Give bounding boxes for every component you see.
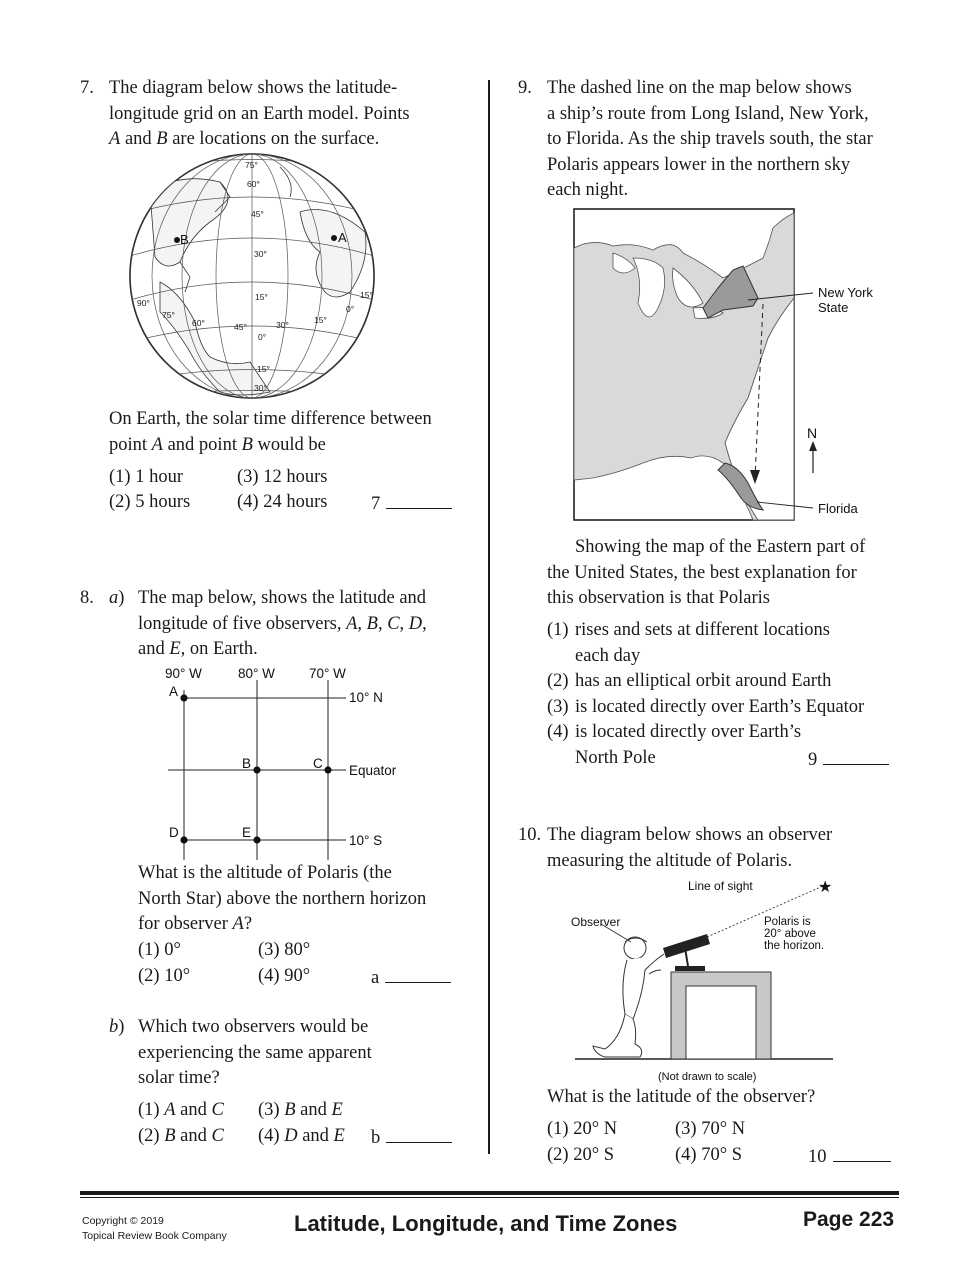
q8-il3-e: E [169,639,181,659]
q9-choice-2[interactable] [547,669,832,695]
q9-intro-line3: to Florida. As the ship travels south, the star [547,129,873,149]
q7-q-mid: and point [162,434,242,455]
footer-copyright-line1: Copyright © 2019 [82,1215,164,1227]
q8-il2-b: B [366,613,378,634]
q7-var-a: A [109,129,121,149]
q8a-l3-pre: for observer [138,914,233,934]
lat-lon-grid [160,660,420,862]
q8-intro-line3 [138,637,427,663]
grid-point-e-label: E [242,825,252,840]
q8b-c2-x: B [164,1126,176,1146]
q7-choice-2[interactable]: (2) 5 hours [109,492,191,512]
map-label-new-york-1: New York [818,285,873,300]
q8-b-letter: b [109,1017,119,1037]
grid-lat-10s: 10° S [349,833,383,848]
globe-lat-15: 15° [255,292,268,302]
polaris-star-icon: ★ [818,879,833,896]
q7-intro-tail: are locations on the surface. [167,129,380,149]
q7-answer[interactable] [371,490,452,518]
q8a-l3-obs: A [232,914,244,934]
q10-number: 10. [518,825,542,845]
q8a-line2: North Star) above the northern horizon [138,888,427,909]
q9-c4-line1: is located directly over Earth’s [575,722,802,742]
q8b-answer[interactable] [371,1124,452,1152]
globe-lon-75: 75° [162,310,175,320]
q8b-c1-num: (1) [138,1100,165,1120]
q8-number: 8. [80,588,94,608]
q7-intro-line1: The diagram below shows the latitude- [109,78,398,98]
map-label-new-york-2: State [818,300,849,315]
q9-c3-num: (3) [547,697,569,717]
q7-choice-3[interactable]: (3) 12 hours [237,467,328,487]
polaris-note-line2: 20° above [764,928,816,940]
q8-il2-0: longitude of five observers, [138,613,347,634]
q9-c3-line1: is located directly over Earth’s Equator [575,697,865,717]
q8-part-b-label: b) [109,1017,125,1037]
grid-point-c-label: C [313,756,323,771]
q9-c2-line1: has an elliptical orbit around Earth [575,671,832,691]
grid-lon-90w: 90° W [165,666,202,681]
q8b-c4-y: E [333,1126,345,1146]
q8b-answer-label: b [371,1128,381,1148]
q10-intro-line1: The diagram below shows an observer [547,825,833,845]
globe-label-a: A [338,230,347,245]
globe-lon-45: 45° [234,322,247,332]
q8-il2-c1: , [357,613,367,634]
globe-lon-15w: 15° [314,315,327,325]
observer-label: Observer [571,915,621,929]
q8-il2-c3: , [399,613,409,634]
globe-lat-30: 30° [254,249,267,259]
q8-il2-c: C [387,613,400,634]
q7-choice-1[interactable]: (1) 1 hour [109,467,183,487]
q8b-line2: experiencing the same apparent [138,1042,372,1063]
q8-il2-a: A [346,613,358,634]
q8-il2-c4: , [422,613,427,634]
q8b-choice-1[interactable] [138,1098,224,1124]
q10-answer-label: 10 [808,1147,827,1167]
footer-rule-thin [80,1197,899,1198]
globe-lat-60: 60° [247,179,260,189]
q8b-c3-y: E [331,1100,343,1120]
q8a-line1: What is the altitude of Polaris (the [138,863,392,883]
footer-copyright-line2: Topical Review Book Company [82,1230,227,1242]
globe-lon-30: 30° [276,320,289,330]
globe-lat-45: 45° [251,209,264,219]
globe-lat-30s: 30° [254,383,267,393]
q8b-choice-4[interactable] [258,1124,345,1150]
q10-choice-2[interactable]: (2) 20° S [547,1145,615,1165]
east-us-map [573,208,873,522]
q8b-c1-and: and [175,1100,212,1120]
q8a-answer[interactable] [371,964,451,992]
q9-intro-line2: a ship’s route from Long Island, New York, [547,103,869,124]
q8b-answer-blank[interactable] [386,1124,452,1143]
polaris-note-line3: the horizon. [764,940,825,952]
map-label-florida: Florida [818,501,858,516]
q7-intro-line3 [109,127,410,153]
q8-il2-c2: , [377,613,388,634]
q10-choice-4[interactable]: (4) 70° S [675,1145,743,1165]
q8a-choice-1[interactable]: (1) 0° [138,940,181,960]
q9-intro-line4: Polaris appears lower in the northern sky [547,154,851,175]
q8a-choice-4[interactable]: (4) 90° [258,966,311,986]
q8-intro-line1: The map below, shows the latitude and [138,588,427,608]
q8b-c3-num: (3) [258,1100,285,1120]
q9-c2-num: (2) [547,671,569,691]
grid-point-a [180,694,187,701]
globe-equator-0: 0° [258,332,267,342]
observer-diagram [565,874,845,1086]
globe-lon-15e: 15° [360,290,373,300]
q8b-c3-and: and [295,1100,332,1120]
q8-il3-0: and [138,639,170,659]
q10-answer-blank[interactable] [833,1143,891,1162]
q8-il3-tail: , on Earth. [180,639,258,659]
q8b-c2-and: and [175,1126,212,1146]
grid-lon-70w: 70° W [309,666,346,681]
q9-c1-line2: each day [575,646,641,666]
q8-intro-line2 [138,612,427,638]
q9-question-line2: the United States, the best explanation for [547,562,857,583]
q7-intro [109,76,410,153]
globe-lon-90: 90° [137,298,150,308]
q7-question-line1: On Earth, the solar time difference between [109,409,432,429]
globe-lon-60: 60° [192,318,205,328]
q9-c1-num: (1) [547,620,569,640]
column-divider [488,80,490,1154]
grid-lat-equator: Equator [349,763,397,778]
grid-lat-10n: 10° N [349,690,383,705]
q8-a-letter: a [109,588,119,608]
q7-var-b: B [156,129,168,149]
globe-lat-15s: 15° [257,364,270,374]
grid-point-d-label: D [169,825,179,840]
q9-choice-4[interactable] [547,720,802,768]
q8a-question [138,861,426,938]
q7-answer-blank[interactable] [386,490,452,509]
globe-label-b: B [180,232,189,247]
grid-point-a-label: A [169,684,179,699]
grid-point-e [253,836,260,843]
footer-copyright [82,1214,227,1244]
q8a-answer-label: a [371,968,380,988]
globe-diagram [120,152,384,402]
q10-intro-line2: measuring the altitude of Polaris. [547,850,793,871]
q9-answer-label: 9 [808,750,818,770]
q8b-c4-and: and [297,1126,334,1146]
q8b-line1: Which two observers would be [138,1017,369,1037]
line-of-sight-label: Line of sight [688,879,753,893]
q9-choice-1[interactable] [547,618,830,666]
grid-point-d [180,836,187,843]
q7-answer-label: 7 [371,494,381,514]
q8b-c4-x: D [284,1126,298,1146]
q8b-c4-num: (4) [258,1126,285,1146]
q9-number: 9. [518,78,532,98]
grid-point-b [253,766,260,773]
q7-intro-line2: longitude grid on an Earth model. Points [109,103,410,124]
scale-note: (Not drawn to scale) [658,1071,757,1083]
grid-point-c [324,766,331,773]
q8b-line3: solar time? [138,1068,220,1088]
footer-title: Latitude, Longitude, and Time Zones [294,1211,678,1236]
q9-question [547,535,865,612]
q9-intro [547,76,873,204]
globe-point-a [331,235,337,241]
q7-q-pre: point [109,434,152,455]
q10-choice-3[interactable]: (3) 70° N [675,1119,746,1139]
q9-choice-3[interactable] [547,695,865,721]
q9-intro-line5: each night. [547,180,629,200]
q7-q-b: B [241,434,253,455]
grid-lon-80w: 80° W [238,666,275,681]
q10-choice-1[interactable]: (1) 20° N [547,1119,618,1139]
footer-page-number: Page 223 [803,1208,895,1231]
q9-answer[interactable] [808,746,889,774]
q10-question: What is the latitude of the observer? [547,1087,816,1107]
q7-question [109,407,432,458]
q9-question-line1: Showing the map of the Eastern part of [575,537,866,557]
q9-question-line3: this observation is that Polaris [547,588,771,608]
q8-il2-d: D [408,613,423,634]
q8b-choice-3[interactable] [258,1098,343,1124]
q7-q-a: A [151,434,163,455]
map-north-label: N [807,425,818,441]
q8a-choice-3[interactable]: (3) 80° [258,940,311,960]
footer-rule-thick [80,1191,899,1195]
q8b-c2-num: (2) [138,1126,165,1146]
q7-choice-4[interactable]: (4) 24 hours [237,492,328,512]
q8b-c2-y: C [211,1126,224,1146]
globe-lat-75: 75° [245,160,258,170]
q9-c4-num: (4) [547,722,569,742]
q8b-c1-y: C [211,1100,224,1120]
q10-intro [547,823,832,874]
globe-lon-0: 0° [346,304,355,314]
q9-answer-blank[interactable] [823,746,889,765]
grid-point-b-label: B [242,756,252,771]
q7-number: 7. [80,78,94,98]
q9-c1-line1: rises and sets at different locations [575,620,830,640]
q7-q-post: would be [252,434,326,455]
q7-question-line2 [109,433,432,459]
q8a-answer-blank[interactable] [385,964,451,983]
q8b-choice-2[interactable] [138,1124,224,1150]
q9-intro-line1: The dashed line on the map below shows [547,78,852,98]
q7-intro-and: and [120,129,157,149]
q10-answer[interactable] [808,1143,891,1171]
polaris-note-line1: Polaris is [764,916,811,928]
q8b-question [138,1015,372,1092]
q8a-choice-2[interactable]: (2) 10° [138,966,191,986]
q8a-l3-post: ? [243,914,253,934]
q8b-c1-x: A [164,1100,176,1120]
q8-part-a-label: a) [109,588,125,608]
q8a-line3 [138,912,426,938]
q8b-c3-x: B [284,1100,296,1120]
q9-c4-line2: North Pole [575,748,656,768]
q8-intro [138,586,427,663]
